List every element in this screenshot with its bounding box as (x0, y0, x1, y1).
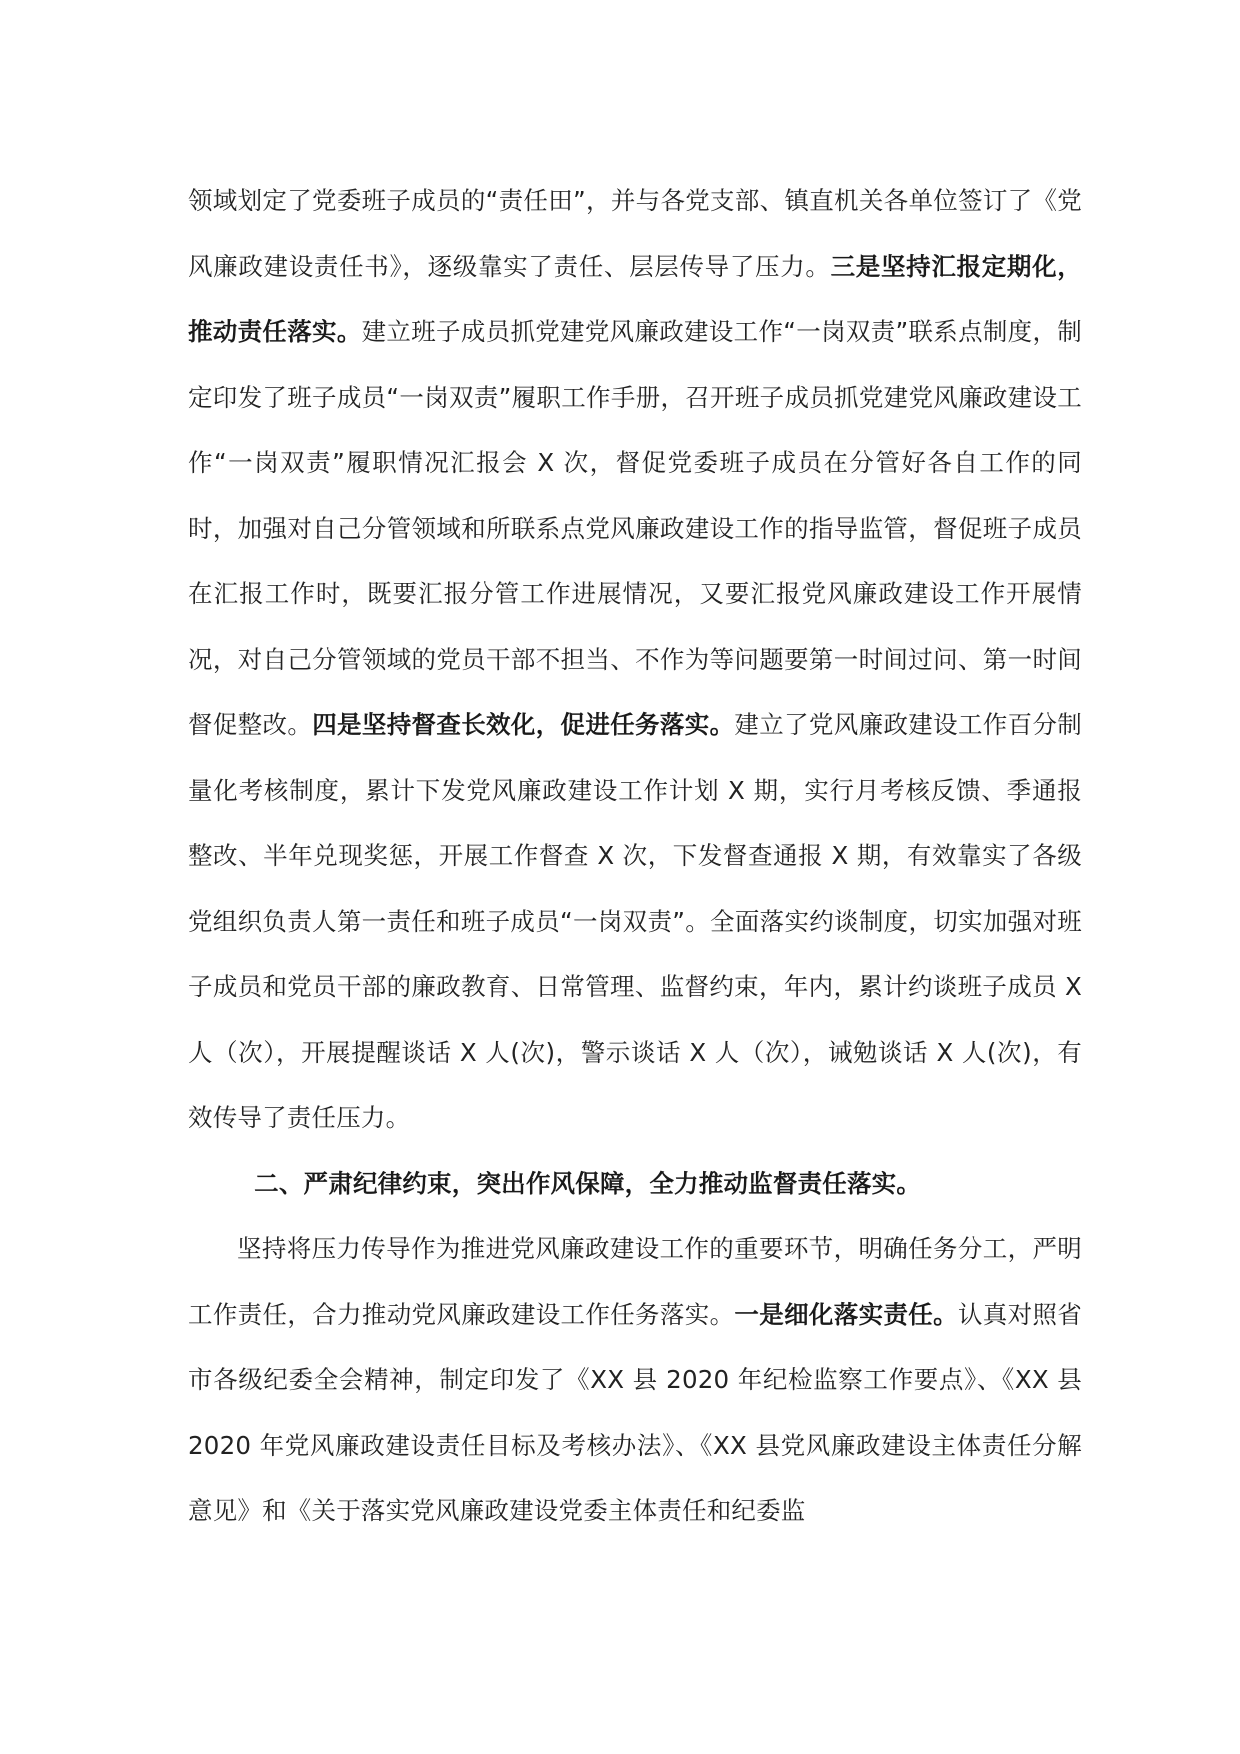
section-heading-two (188, 1151, 1082, 1217)
paragraph-responsibility-continued (188, 168, 1082, 1151)
section-heading-text: 二、严肃纪律约束，突出作风保障，全力推动监督责任落实。 (254, 1168, 922, 1198)
bold-point-one: 一是细化落实责任。 (734, 1299, 958, 1329)
text-segment: 认真对照省市各级纪委全会精神，制定印发了《XX 县 2020 年纪检监察工作要点》、《XX 县 2020 年党风廉政建设责任目标及考核办法》、《XX 县党风廉政建设主体责任分解意见》和《关于落实党风廉政建设党委主体责任和纪委监 (188, 1299, 1082, 1525)
text-segment: 坚持将压力传导作为推进党风廉政建设工作的重要环节，明确任务分工，严明工作责任，合力推动党风廉政建设工作任务落实。 (188, 1234, 1082, 1329)
paragraph-supervision (188, 1216, 1082, 1544)
text-segment: 领域划定了党委班子成员的“责任田”，并与各党支部、镇直机关各单位签订了《党风廉政建设责任书》，逐级靠实了责任、层层传导了压力。 (188, 186, 1082, 281)
text-segment: 建立了党风廉政建设工作百分制量化考核制度，累计下发党风廉政建设工作计划 X 期，实行月考核反馈、季通报整改、半年兑现奖惩，开展工作督查 X 次，下发督查通报 X 期，有效靠实了各级党组织负责人第一责任和班子成员“一岗双责”。全面落实约谈制度，切实加强对班子成员和党员干部的廉政教育、日常管理、监督约束，年内，累计约谈班子成员 X 人（次），开展提醒谈话 X 人(次)，警示谈话 X 人（次），诫勉谈话 X 人(次)，有效传导了责任压力。 (188, 710, 1082, 1132)
bold-point-four: 四是坚持督查长效化，促进任务落实。 (312, 710, 735, 739)
document-body (188, 168, 1082, 1544)
text-segment: 建立班子成员抓党建党风廉政建设工作“一岗双责”联系点制度，制定印发了班子成员“一岗双责”履职工作手册，召开班子成员抓党建党风廉政建设工作“一岗双责”履职情况汇报会 X 次，督促党委班子成员在分管好各自工作的同时，加强对自己分管领域和所联系点党风廉政建设工作的指导监管，督促班子成员在汇报工作时，既要汇报分管工作进展情况，又要汇报党风廉政建设工作开展情况，对自己分管领域的党员干部不担当、不作为等问题要第一时间过问、第一时间督促整改。 (188, 317, 1082, 739)
bold-point-three: 三是坚持汇报定期化，推动责任落实。 (188, 251, 1083, 346)
